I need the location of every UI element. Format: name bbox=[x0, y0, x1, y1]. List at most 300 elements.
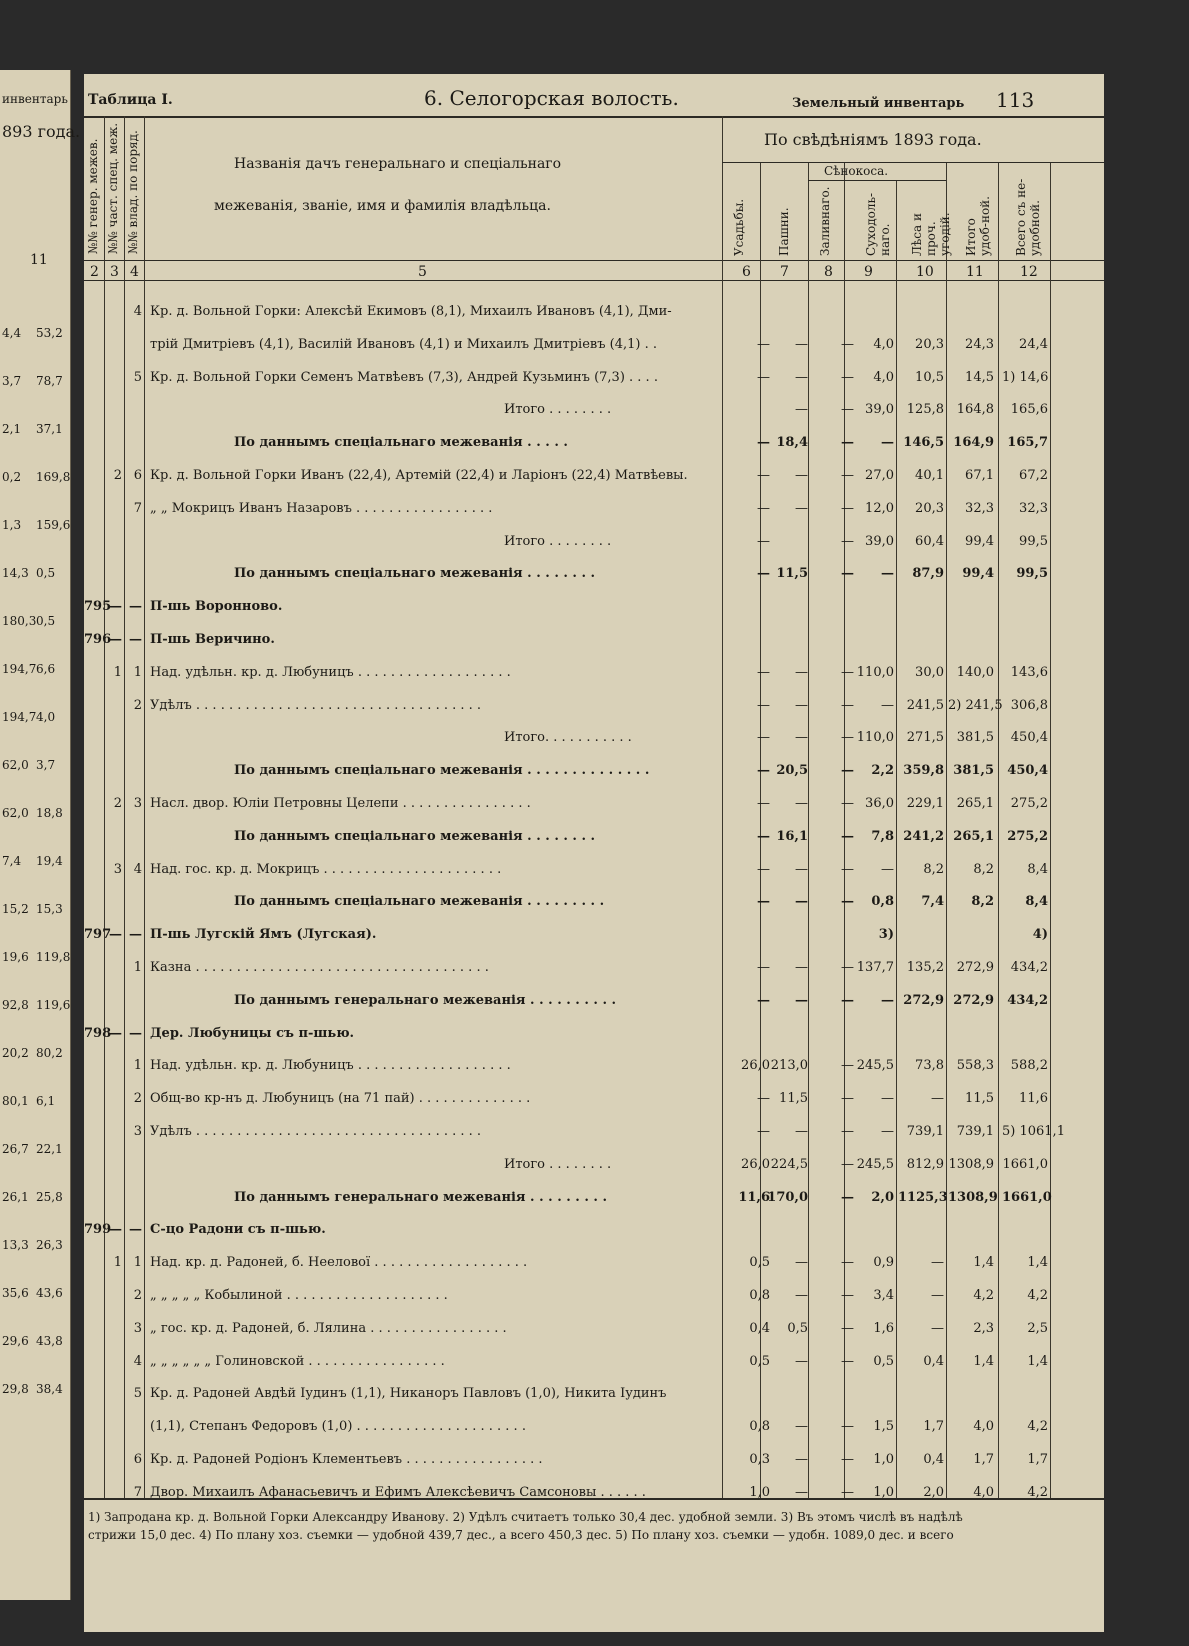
cell-v6: — bbox=[757, 1091, 770, 1107]
cell-name: „ „ „ „ „ Кобылиной . . . . . . . . . . . . . . . . . . . . bbox=[150, 1288, 448, 1303]
cell-v6: 0,5 bbox=[749, 1255, 770, 1271]
cell-v8: — bbox=[841, 1320, 854, 1336]
cell-v12: 143,6 bbox=[1010, 664, 1048, 680]
cell-c3: — bbox=[129, 927, 142, 943]
column-number: 4 bbox=[130, 264, 139, 280]
cell-v6: — bbox=[757, 992, 770, 1008]
cell-v8: — bbox=[841, 763, 854, 779]
left-page-value: 19,6 bbox=[2, 950, 29, 964]
cell-v6: 0,3 bbox=[749, 1452, 770, 1467]
page-number: 113 bbox=[996, 88, 1035, 112]
col-header-c1: №№ генер. межев. bbox=[86, 138, 100, 254]
cell-v9: 1,0 bbox=[873, 1484, 894, 1500]
table-row bbox=[84, 927, 1104, 949]
cell-name: По даннымъ спеціальнаго межеванія . . . . . . . . . . . . . . bbox=[234, 763, 650, 779]
footnote-line-1: 1) Запродана кр. д. Вольной Горки Александру Иванову. 2) Удѣлъ считаетъ только 30,4 дес. удобной земли. 3) Въ этомъ числѣ въ надѣлѣ bbox=[88, 1510, 963, 1524]
cell-v6: 0,5 bbox=[749, 1353, 770, 1369]
cell-v6: — bbox=[757, 369, 770, 385]
cell-v6: — bbox=[757, 500, 770, 516]
table-row bbox=[84, 1091, 1104, 1113]
cell-v9: 39,0 bbox=[865, 533, 894, 549]
left-page-value: 3,7 bbox=[36, 758, 56, 772]
cell-v10: 0,4 bbox=[923, 1452, 944, 1467]
cell-v8: — bbox=[841, 402, 854, 418]
cell-name: Итого . . . . . . . . bbox=[504, 1156, 612, 1172]
cell-v7: — bbox=[795, 664, 808, 680]
left-page-value: 0,5 bbox=[36, 614, 56, 628]
cell-v11: 99,4 bbox=[965, 533, 994, 549]
cell-name: Удѣлъ . . . . . . . . . . . . . . . . . . . . . . . . . . . . . . . . . . . bbox=[150, 697, 482, 713]
cell-v9: — bbox=[881, 1124, 894, 1139]
cell-v8: — bbox=[841, 533, 854, 549]
cell-v9: 39,0 bbox=[865, 402, 894, 418]
cell-c3: — bbox=[129, 1025, 142, 1041]
cell-v10: 73,8 bbox=[915, 1058, 944, 1074]
cell-v9: 3) bbox=[878, 927, 894, 943]
senokos-rule bbox=[808, 180, 946, 181]
cell-v8: — bbox=[841, 861, 854, 877]
cell-v7: — bbox=[795, 468, 808, 483]
cell-v6: — bbox=[757, 763, 770, 779]
cell-c2: — bbox=[109, 1025, 122, 1041]
cell-name: Общ-во кр-нъ д. Любуницъ (на 71 пай) . . . . . . . . . . . . . . bbox=[150, 1091, 531, 1107]
left-page-value: 18,8 bbox=[36, 806, 63, 820]
cell-name: Над. кр. д. Радоней, б. Неелової . . . . . . . . . . . . . . . . . . . bbox=[150, 1255, 528, 1271]
table-row bbox=[84, 730, 1104, 752]
cell-v9: 1,6 bbox=[873, 1320, 894, 1336]
table-row bbox=[84, 435, 1104, 457]
cell-v7: — bbox=[795, 1419, 808, 1435]
cell-v11: 4,0 bbox=[973, 1419, 994, 1435]
left-page-value: 119,6 bbox=[36, 998, 71, 1012]
cell-v11: 265,1 bbox=[956, 796, 994, 811]
cell-v7: 11,5 bbox=[779, 1091, 808, 1107]
cell-v7: — bbox=[795, 992, 808, 1008]
cell-name: Над. гос. кр. д. Мокрицъ . . . . . . . . . . . . . . . . . . . . . . bbox=[150, 861, 502, 877]
cell-v7: 0,5 bbox=[787, 1320, 808, 1336]
cell-c1: 795 bbox=[84, 599, 112, 615]
left-page-value: 19,4 bbox=[36, 854, 63, 868]
cell-name: С-цо Радони съ п-шью. bbox=[150, 1222, 326, 1238]
left-page-value: 25,8 bbox=[36, 1190, 63, 1204]
cell-v6: 26,0 bbox=[741, 1156, 770, 1172]
cell-v7: — bbox=[795, 1484, 808, 1500]
table-row bbox=[84, 665, 1104, 687]
cell-v11: 272,9 bbox=[956, 960, 994, 975]
left-page-value: 62,0 bbox=[2, 806, 29, 820]
cell-v7: — bbox=[795, 730, 808, 746]
table-row bbox=[84, 1452, 1104, 1474]
cell-v6: — bbox=[757, 664, 770, 680]
table-row bbox=[84, 402, 1104, 424]
cell-name: трій Дмитріевъ (4,1), Василій Ивановъ (4,1) и Михаилъ Дмитріевъ (4,1) . . bbox=[150, 336, 657, 352]
header-bottom-rule bbox=[84, 260, 1104, 261]
cell-c1: 798 bbox=[84, 1025, 112, 1041]
left-page-value: 4,4 bbox=[2, 326, 22, 340]
cell-name: Итого. . . . . . . . . . . bbox=[504, 730, 632, 746]
cell-v6: — bbox=[757, 828, 770, 844]
cell-v12: 11,6 bbox=[1019, 1091, 1048, 1107]
left-page-value: 37,1 bbox=[36, 422, 63, 436]
cell-name: По даннымъ генеральнаго межеванія . . . . . . . . . bbox=[234, 1189, 607, 1205]
cell-v11: 32,3 bbox=[965, 500, 994, 516]
cell-name: По даннымъ спеціальнаго межеванія . . . . . . . . bbox=[234, 566, 596, 582]
table-row bbox=[84, 698, 1104, 720]
cell-v12: 275,2 bbox=[1007, 828, 1048, 844]
cell-name: По даннымъ спеціальнаго межеванія . . . . . . . . . bbox=[234, 894, 605, 910]
left-page-value: 92,8 bbox=[2, 998, 29, 1012]
cell-v11: 140,0 bbox=[956, 664, 994, 680]
cell-c1: 796 bbox=[84, 632, 112, 647]
cell-v10: 125,8 bbox=[906, 402, 944, 418]
cell-v12: 434,2 bbox=[1010, 960, 1048, 975]
cell-name: Насл. двор. Юліи Петровны Целепи . . . . . . . . . . . . . . . . bbox=[150, 796, 531, 811]
cell-v7: — bbox=[795, 796, 808, 811]
cell-v11: 67,1 bbox=[965, 468, 994, 483]
cell-v10: 229,1 bbox=[906, 796, 944, 811]
left-page-value: 38,4 bbox=[36, 1382, 63, 1396]
cell-v12: 5) 1061,1 bbox=[1002, 1124, 1065, 1139]
group-rule bbox=[722, 162, 1104, 163]
cell-v7: 11,5 bbox=[776, 566, 808, 582]
table-row bbox=[84, 1485, 1104, 1507]
table-row bbox=[84, 1157, 1104, 1179]
senokosa-header: Сѣнокоса. bbox=[824, 164, 889, 178]
table-row bbox=[84, 862, 1104, 884]
cell-v11: 1,4 bbox=[973, 1353, 994, 1369]
cell-v12: 450,4 bbox=[1007, 763, 1048, 779]
col-header-pashni: Пашни. bbox=[777, 207, 791, 256]
cell-v9: 27,0 bbox=[865, 468, 894, 483]
cell-c3: 4 bbox=[133, 1353, 142, 1369]
cell-c3: 1 bbox=[133, 1058, 142, 1074]
cell-c2: 1 bbox=[113, 1255, 122, 1271]
cell-v8: — bbox=[841, 566, 854, 582]
cell-v6: — bbox=[757, 697, 770, 713]
cell-v8: — bbox=[841, 336, 854, 352]
cell-name: Кр. д. Вольной Горки Иванъ (22,4), Артемій (22,4) и Ларіонъ (22,4) Матвѣевы. bbox=[150, 468, 688, 483]
left-page-value: 180,3 bbox=[2, 614, 37, 628]
cell-c3: 1 bbox=[133, 664, 142, 680]
left-page-value: 194,7 bbox=[2, 662, 37, 676]
table-row bbox=[84, 304, 1104, 326]
left-page-value: 4,0 bbox=[36, 710, 56, 724]
cell-v10: 2,0 bbox=[923, 1484, 944, 1500]
cell-v8: — bbox=[841, 992, 854, 1008]
cell-c2: 2 bbox=[113, 796, 122, 811]
column-number: 7 bbox=[780, 264, 789, 280]
cell-v11: 381,5 bbox=[956, 730, 994, 746]
cell-v8: — bbox=[841, 1353, 854, 1369]
left-page-header: инвентарь bbox=[2, 92, 68, 106]
cell-v12: 165,7 bbox=[1007, 435, 1048, 451]
section-label: Земельный инвентарь bbox=[792, 96, 965, 111]
cell-v11: 8,2 bbox=[971, 894, 994, 910]
cell-v10: — bbox=[931, 1255, 944, 1271]
cell-name: По даннымъ спеціальнаго межеванія . . . . . . . . bbox=[234, 828, 596, 844]
left-page-fragment bbox=[0, 70, 81, 1600]
cell-v7: — bbox=[795, 894, 808, 910]
cell-c3: 3 bbox=[133, 1320, 142, 1336]
cell-v8: — bbox=[841, 1058, 854, 1074]
cell-name: Дер. Любуницы съ п-шью. bbox=[150, 1025, 355, 1041]
footnotes bbox=[88, 1508, 1096, 1544]
cell-v8: — bbox=[841, 1288, 854, 1303]
cell-v9: 0,8 bbox=[871, 894, 894, 910]
cell-v9: 110,0 bbox=[856, 664, 894, 680]
table-row bbox=[84, 829, 1104, 851]
column-number: 10 bbox=[916, 264, 934, 280]
column-number: 3 bbox=[110, 264, 119, 280]
cell-v10: — bbox=[931, 1091, 944, 1107]
cell-v11: 558,3 bbox=[956, 1058, 994, 1074]
cell-v11: 2,3 bbox=[973, 1320, 994, 1336]
cell-v12: 306,8 bbox=[1010, 697, 1048, 713]
cell-v8: — bbox=[841, 500, 854, 516]
cell-v8: — bbox=[841, 730, 854, 746]
col-header-usadby: Усадьбы. bbox=[732, 198, 746, 256]
cell-c3: 7 bbox=[133, 500, 142, 516]
cell-v6: — bbox=[757, 1124, 770, 1139]
column-number: 2 bbox=[90, 264, 99, 280]
left-page-value: 22,1 bbox=[36, 1142, 63, 1156]
cell-v12: 588,2 bbox=[1010, 1058, 1048, 1074]
left-page-value: 78,7 bbox=[36, 374, 63, 388]
cell-c3: 4 bbox=[133, 304, 142, 319]
left-page-value: 29,6 bbox=[2, 1334, 29, 1348]
cell-v10: 146,5 bbox=[903, 435, 944, 451]
left-page-value: 119,8 bbox=[36, 950, 71, 964]
left-page-value: 80,2 bbox=[36, 1046, 63, 1060]
cell-v12: 24,4 bbox=[1019, 336, 1048, 352]
left-page-value: 26,1 bbox=[2, 1190, 29, 1204]
cell-v11: 1,4 bbox=[973, 1255, 994, 1271]
cell-v12: 165,6 bbox=[1010, 402, 1048, 418]
cell-v10: 20,3 bbox=[915, 500, 944, 516]
cell-v7: 18,4 bbox=[776, 435, 808, 451]
left-page-value: 26,3 bbox=[36, 1238, 63, 1252]
cell-v10: 812,9 bbox=[906, 1156, 944, 1172]
cell-v9: 12,0 bbox=[865, 500, 894, 516]
table-row bbox=[84, 960, 1104, 982]
table-row bbox=[84, 993, 1104, 1015]
cell-v11: 739,1 bbox=[956, 1124, 994, 1139]
table-row bbox=[84, 894, 1104, 916]
cell-v12: 99,5 bbox=[1019, 533, 1048, 549]
cell-c3: 6 bbox=[133, 468, 142, 483]
cell-v10: 8,2 bbox=[923, 861, 944, 877]
cell-v8: — bbox=[841, 1091, 854, 1107]
cell-c3: 2 bbox=[133, 1288, 142, 1303]
cell-name: Над. удѣльн. кр. д. Любуницъ . . . . . . . . . . . . . . . . . . . bbox=[150, 664, 511, 680]
left-page-value: 169,8 bbox=[36, 470, 71, 484]
cell-v6: — bbox=[757, 730, 770, 746]
cell-c3: 2 bbox=[133, 697, 142, 713]
cell-v10: 0,4 bbox=[923, 1353, 944, 1369]
cell-c3: 5 bbox=[133, 1386, 142, 1402]
cell-v12: 8,4 bbox=[1027, 861, 1048, 877]
cell-v8: — bbox=[841, 1156, 854, 1172]
cell-c1: 797 bbox=[84, 927, 112, 943]
cell-v11: 11,5 bbox=[965, 1091, 994, 1107]
cell-c3: 4 bbox=[133, 861, 142, 877]
cell-v7: — bbox=[795, 1288, 808, 1303]
cell-v6: 0,4 bbox=[749, 1320, 770, 1336]
cell-v10: 87,9 bbox=[912, 566, 944, 582]
cell-v11: 265,1 bbox=[953, 828, 994, 844]
column-number: 12 bbox=[1020, 264, 1038, 280]
cell-v9: 36,0 bbox=[865, 796, 894, 811]
cell-v6: — bbox=[757, 468, 770, 483]
left-page-value: 6,1 bbox=[36, 1094, 56, 1108]
cell-name: П-шь Веричино. bbox=[150, 632, 275, 647]
names-title-1: Названія дачъ генеральнаго и спеціальнаго bbox=[234, 156, 562, 172]
left-page-year: 893 года. bbox=[2, 122, 81, 141]
left-page-value: 194,7 bbox=[2, 710, 37, 724]
col-header-sukhodolnago: Суходоль-наго. bbox=[864, 192, 892, 256]
cell-v7: — bbox=[795, 336, 808, 352]
cell-v10: 271,5 bbox=[906, 730, 944, 746]
cell-v9: 1,5 bbox=[873, 1419, 894, 1435]
cell-v11: 164,9 bbox=[953, 435, 994, 451]
table-row bbox=[84, 501, 1104, 523]
cell-v11: 1308,9 bbox=[948, 1189, 998, 1205]
table-row bbox=[84, 370, 1104, 392]
col-header-itogo-udob: Итого удоб-ной. bbox=[964, 196, 992, 256]
cell-v12: 4,2 bbox=[1027, 1419, 1048, 1435]
cell-v8: — bbox=[841, 1255, 854, 1271]
cell-v12: 67,2 bbox=[1019, 468, 1048, 483]
left-page-value: 0,2 bbox=[2, 470, 22, 484]
cell-v12: 99,5 bbox=[1016, 566, 1048, 582]
cell-v6: 0,8 bbox=[749, 1288, 770, 1303]
cell-c1: 799 bbox=[84, 1222, 112, 1238]
cell-v10: 272,9 bbox=[903, 992, 944, 1008]
cell-v12: 4,2 bbox=[1027, 1484, 1048, 1500]
column-number: 8 bbox=[824, 264, 833, 280]
table-row bbox=[84, 599, 1104, 621]
cell-v10: 30,0 bbox=[915, 664, 944, 680]
cell-v8: — bbox=[841, 369, 854, 385]
table-row bbox=[84, 1124, 1104, 1146]
cell-v9: — bbox=[881, 566, 894, 582]
ledger-page bbox=[84, 74, 1104, 1632]
cell-v12: 1) 14,6 bbox=[1002, 369, 1049, 385]
cell-v8: — bbox=[841, 1419, 854, 1435]
cell-name: Удѣлъ . . . . . . . . . . . . . . . . . . . . . . . . . . . . . . . . . . . bbox=[150, 1124, 482, 1139]
cell-v11: 4,0 bbox=[973, 1484, 994, 1500]
cell-v6: — bbox=[757, 960, 770, 975]
left-page-value: 2,1 bbox=[2, 422, 22, 436]
cell-name: „ „ „ „ „ „ Голиновской . . . . . . . . . . . . . . . . . bbox=[150, 1353, 445, 1369]
cell-v9: — bbox=[881, 435, 894, 451]
cell-v9: 110,0 bbox=[856, 730, 894, 746]
cell-v12: 1661,0 bbox=[1002, 1189, 1052, 1205]
cell-v6: — bbox=[757, 533, 770, 549]
cell-v7: — bbox=[795, 1452, 808, 1467]
cell-v9: 245,5 bbox=[856, 1156, 894, 1172]
header-top-rule bbox=[84, 116, 1104, 118]
left-page-value: 0,5 bbox=[36, 566, 56, 580]
footnote-line-2: стрижи 15,0 дес. 4) По плану хоз. съемки — удобной 439,7 дес., а всего 450,3 дес. 5) По плану хоз. съемки — удобн. 1089,0 дес. и всего bbox=[88, 1528, 954, 1542]
cell-v9: 3,4 bbox=[873, 1288, 894, 1303]
column-number: 9 bbox=[864, 264, 873, 280]
cell-v8: — bbox=[841, 960, 854, 975]
left-page-value: 53,2 bbox=[36, 326, 63, 340]
cell-v12: 4) bbox=[1032, 927, 1048, 943]
table-row bbox=[84, 1288, 1104, 1310]
cell-v12: 1,4 bbox=[1027, 1255, 1048, 1271]
cell-c2: — bbox=[109, 927, 122, 943]
cell-name: Над. удѣльн. кр. д. Любуницъ . . . . . . . . . . . . . . . . . . . bbox=[150, 1058, 511, 1074]
cell-c3: — bbox=[129, 632, 142, 647]
cell-v9: — bbox=[881, 697, 894, 713]
cell-v7: — bbox=[795, 402, 808, 418]
table-row bbox=[84, 1222, 1104, 1244]
cell-v7: — bbox=[795, 861, 808, 877]
names-title-2: межеванія, званіе, имя и фамилія владѣльца. bbox=[214, 198, 551, 214]
cell-v7: 213,0 bbox=[770, 1058, 808, 1074]
cell-v6: 26,0 bbox=[741, 1058, 770, 1074]
table-row bbox=[84, 534, 1104, 556]
cell-v9: 7,8 bbox=[871, 828, 894, 844]
cell-v10: — bbox=[931, 1320, 944, 1336]
cell-v11: 1,7 bbox=[973, 1452, 994, 1467]
cell-c2: 2 bbox=[113, 468, 122, 483]
cell-v11: 272,9 bbox=[953, 992, 994, 1008]
cell-c3: — bbox=[129, 1222, 142, 1238]
cell-v11: 164,8 bbox=[956, 402, 994, 418]
cell-v11: 24,3 bbox=[965, 336, 994, 352]
cell-v10: 739,1 bbox=[906, 1124, 944, 1139]
table-row bbox=[84, 337, 1104, 359]
cell-c2: — bbox=[109, 1222, 122, 1238]
cell-v6: — bbox=[757, 336, 770, 352]
cell-v12: 32,3 bbox=[1019, 500, 1048, 516]
cell-v7: 170,0 bbox=[767, 1189, 808, 1205]
cell-v9: 4,0 bbox=[873, 336, 894, 352]
cell-v10: — bbox=[931, 1288, 944, 1303]
cell-v8: — bbox=[841, 468, 854, 483]
left-page-value: 15,3 bbox=[36, 902, 63, 916]
table-label: Таблица I. bbox=[88, 92, 173, 108]
cell-v7: — bbox=[795, 369, 808, 385]
cell-c3: 1 bbox=[133, 1255, 142, 1271]
cell-v9: 245,5 bbox=[856, 1058, 894, 1074]
left-page-value: 43,6 bbox=[36, 1286, 63, 1300]
cell-v9: 137,7 bbox=[856, 960, 894, 975]
table-row bbox=[84, 1255, 1104, 1277]
left-page-value: 6,6 bbox=[36, 662, 56, 676]
cell-v11: 4,2 bbox=[973, 1288, 994, 1303]
cell-name: Кр. д. Вольной Горки Семенъ Матвѣевъ (7,3), Андрей Кузьминъ (7,3) . . . . bbox=[150, 369, 658, 385]
cell-v11: 14,5 bbox=[965, 369, 994, 385]
cell-name: П-шь Воронново. bbox=[150, 599, 283, 615]
table-row bbox=[84, 1190, 1104, 1212]
table-row bbox=[84, 796, 1104, 818]
cell-v8: — bbox=[841, 435, 854, 451]
cell-v12: 434,2 bbox=[1007, 992, 1048, 1008]
cell-name: П-шь Лугскій Ямъ (Лугская). bbox=[150, 927, 377, 943]
cell-c3: 1 bbox=[133, 960, 142, 975]
col-header-lesa: Лѣса и проч. угодій. bbox=[910, 212, 952, 256]
table-row bbox=[84, 1321, 1104, 1343]
cell-v10: 359,8 bbox=[903, 763, 944, 779]
cell-v12: 450,4 bbox=[1010, 730, 1048, 746]
cell-c2: 3 bbox=[113, 861, 122, 877]
cell-v10: 135,2 bbox=[906, 960, 944, 975]
table-row bbox=[84, 1026, 1104, 1048]
